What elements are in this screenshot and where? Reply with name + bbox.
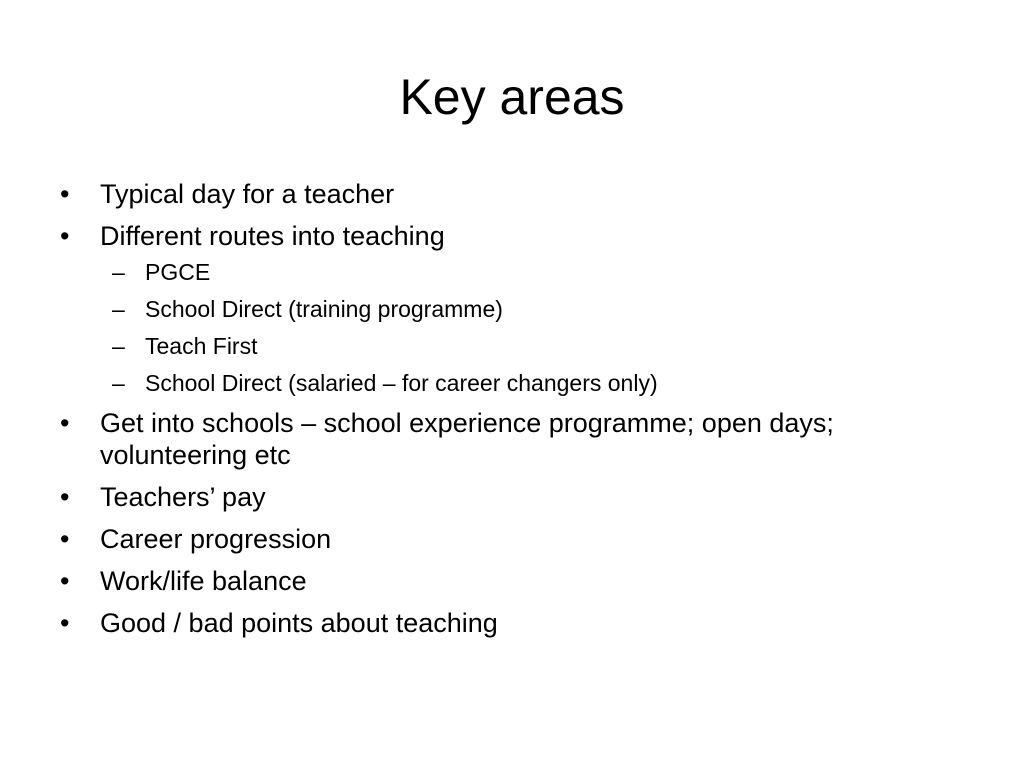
sub-bullet-list [100, 258, 958, 397]
dash-icon: – [112, 259, 125, 285]
bullet-text: Career progression [100, 524, 332, 554]
bullet-list [58, 178, 958, 649]
sub-bullet-item-school-direct-training [100, 295, 958, 323]
dash-icon: – [112, 370, 125, 396]
bullet-item-teachers-pay [58, 481, 958, 513]
bullet-item-good-bad-points [58, 607, 958, 639]
sub-bullet-item-school-direct-salaried [100, 369, 958, 397]
sub-bullet-item-pgce [100, 258, 958, 286]
sub-bullet-text: Teach First [145, 333, 258, 359]
bullet-item-routes [58, 220, 958, 397]
bullet-dot-icon: • [60, 482, 70, 512]
bullet-dot-icon: • [60, 221, 70, 251]
bullet-item-work-life-balance [58, 565, 958, 597]
sub-bullet-text: PGCE [145, 259, 211, 285]
bullet-text: Good / bad points about teaching [100, 608, 498, 638]
bullet-dot-icon: • [60, 179, 70, 209]
bullet-item-typical-day [58, 178, 958, 210]
sub-bullet-text: School Direct (training programme) [145, 296, 503, 322]
bullet-text: Teachers’ pay [100, 482, 266, 512]
bullet-dot-icon: • [60, 524, 70, 554]
bullet-item-career-progression [58, 523, 958, 555]
bullet-dot-icon: • [60, 408, 70, 438]
bullet-dot-icon: • [60, 608, 70, 638]
bullet-text: Get into schools – school experience programme; open days; volunteering etc [100, 408, 834, 470]
sub-bullet-text: School Direct (salaried – for career changers only) [145, 370, 658, 396]
dash-icon: – [112, 296, 125, 322]
bullet-text: Work/life balance [100, 566, 307, 596]
sub-bullet-item-teach-first [100, 332, 958, 360]
bullet-text: Different routes into teaching [100, 221, 445, 251]
bullet-text: Typical day for a teacher [100, 179, 395, 209]
bullet-item-get-into-schools [58, 407, 958, 471]
slide-title: Key areas [399, 69, 625, 125]
bullet-dot-icon: • [60, 566, 70, 596]
dash-icon: – [112, 333, 125, 359]
